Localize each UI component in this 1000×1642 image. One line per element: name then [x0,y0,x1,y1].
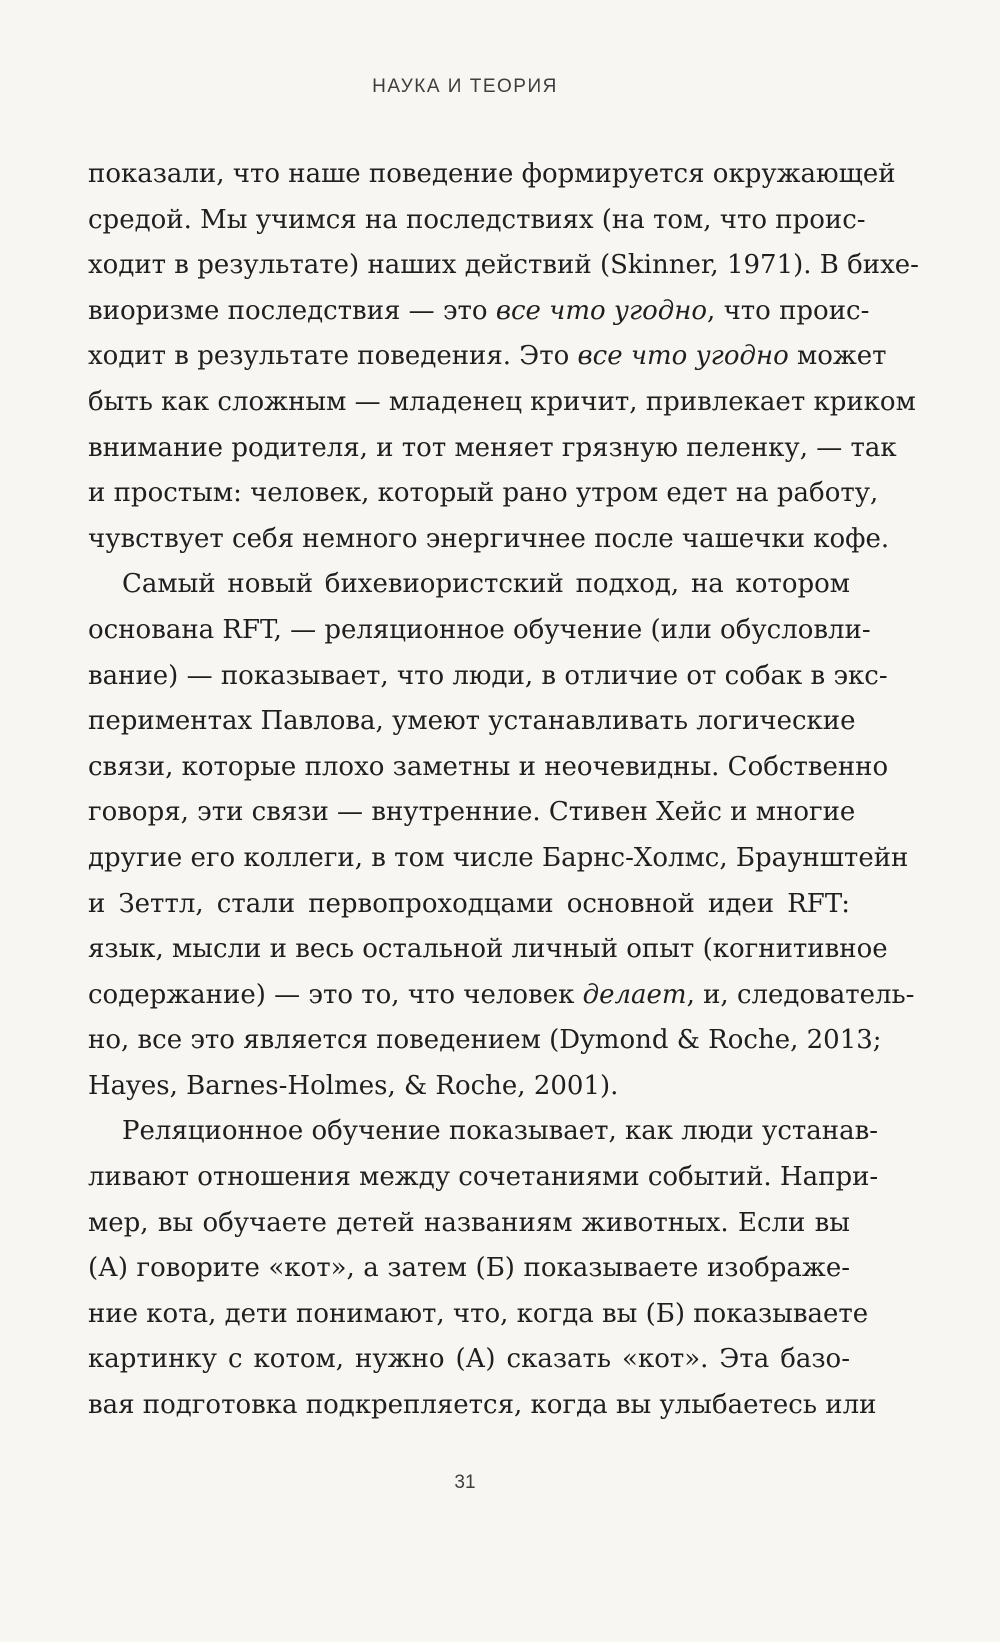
text-line: другие его коллеги, в том числе Барнс-Холмс, Браунштейн [88,842,909,873]
text-line: связи, которые плохо заметны и неочевидны. Собственно [88,751,889,782]
text-line: (А) говорите «кот», а затем (Б) показываете изображе- [88,1253,850,1284]
text-line: средой. Мы учимся на последствиях (на том, что проис- [88,204,866,235]
text-line: быть как сложным — младенец кричит, привлекает криком [88,386,916,417]
paragraph-1 [88,152,919,562]
paragraph-2 [88,562,915,1109]
text-line: Самый новый бихевиористский подход, на котором [122,569,850,600]
text-line: внимание родителя, и тот меняет грязную пеленку, — так [88,432,897,463]
text-line: и простым: человек, который рано утром едет на работу, [88,478,879,509]
text-line: вание) — показывает, что люди, в отличие от собак в экс- [88,660,888,691]
text-line: говоря, эти связи — внутренние. Стивен Хейс и многие [88,797,856,828]
text-line: Hayes, Barnes-Holmes, & Roche, 2001). [88,1070,619,1101]
text-line: язык, мысли и весь остальной личный опыт (когнитивное [88,934,888,965]
text-line: ние кота, дети понимают, что, когда вы (Б) показываете [88,1298,869,1329]
text-line: и Зеттл, стали первопроходцами основной идеи RFT: [88,888,850,919]
text-line: основана RFT, — реляционное обучение (или обусловли- [88,614,871,645]
text-line: ливают отношения между сочетаниями событий. Напри- [88,1162,879,1193]
paragraph-3 [88,1109,879,1428]
body-text [88,152,919,1429]
text-line: ходит в результате) наших действий (Skinner, 1971). В бихе- [88,250,919,281]
text-line: мер, вы обучаете детей названиям животных. Если вы [88,1207,850,1238]
text-line: показали, что наше поведение формируется окружающей [88,159,896,189]
text-line: виоризме последствия — это все что угодно, что проис- [88,295,870,326]
text-line: картинку с котом, нужно (А) сказать «кот». Эта базо- [88,1344,850,1375]
text-line: ходит в результате поведения. Это все что угодно может [88,341,887,372]
text-line: но, все это является поведением (Dymond & Roche, 2013; [88,1025,882,1056]
text-line: периментах Павлова, умеют устанавливать логические [88,706,856,737]
text-line: Реляционное обучение показывает, как люди устанав- [122,1116,879,1147]
page-number: 31 [454,1472,476,1493]
text-line: содержание) — это то, что человек делает, и, следователь- [88,979,915,1010]
text-line: вая подготовка подкрепляется, когда вы улыбаетесь или [88,1390,877,1421]
running-head: НАУКА И ТЕОРИЯ [372,76,558,97]
text-line: чувствует себя немного энергичнее после чашечки кофе. [88,523,890,554]
